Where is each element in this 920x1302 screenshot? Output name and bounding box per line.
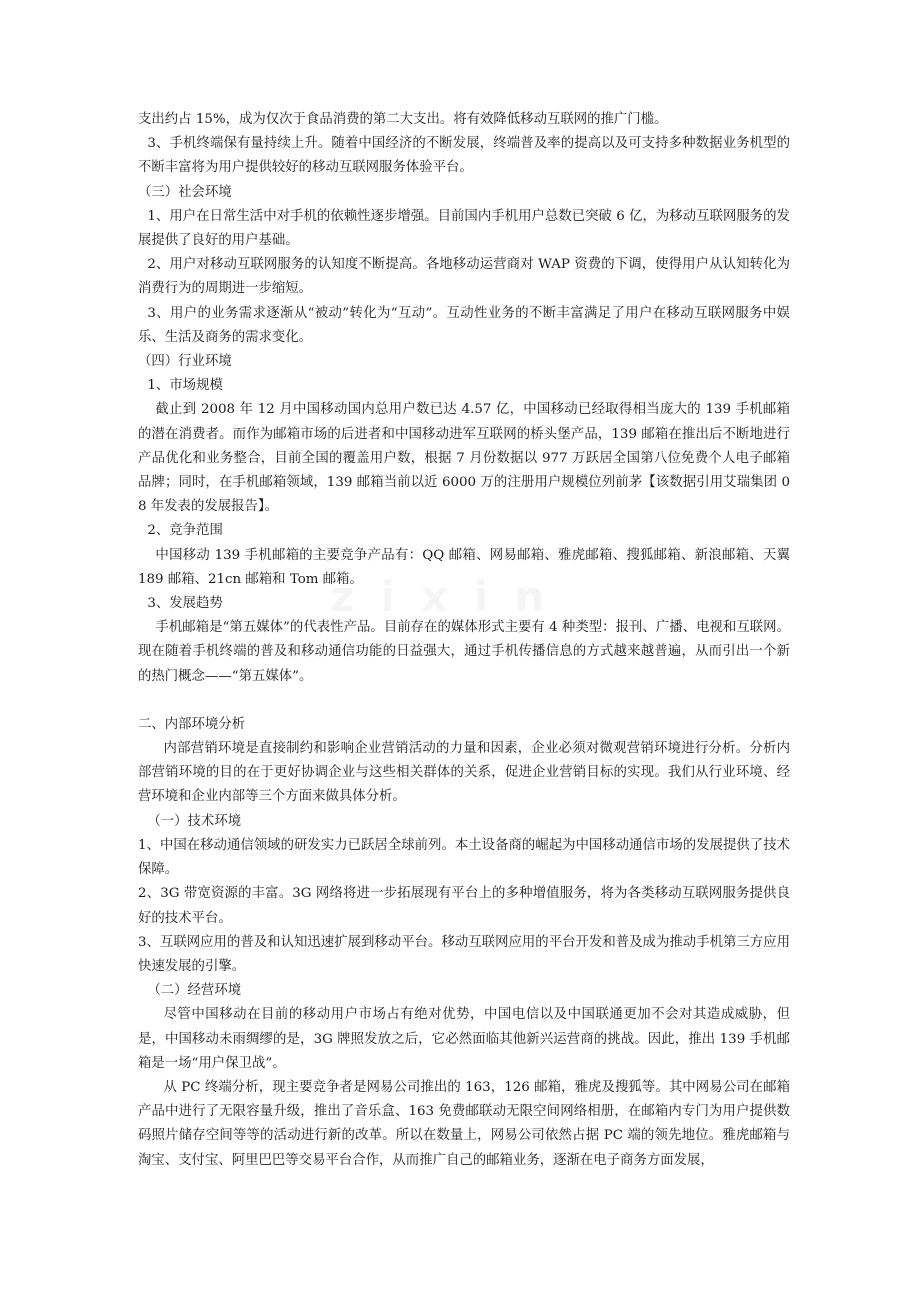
paragraph-social-2: 2、用户对移动互联网服务的认知度不断提高。各地移动运营商对 WAP 资费的下调，使得用户从认知转化为消费行为的周期进一步缩短。 <box>138 257 790 297</box>
document-page <box>138 108 790 1173</box>
paragraph-technology-3: 3、互联网应用的普及和认知迅速扩展到移动平台。移动互联网应用的平台开发和普及成为推动手机第三方应用快速发展的引擎。 <box>138 934 790 974</box>
paragraph-social-3: 3、用户的业务需求逐渐从“被动”转化为“互动”。互动性业务的不断丰富满足了用户在移动互联网服务中娱乐、生活及商务的需求变化。 <box>138 305 790 345</box>
blank-line <box>138 689 790 713</box>
heading-business-environment: （二）经营环境 <box>147 983 242 999</box>
heading-technology-environment: （一）技术环境 <box>147 813 242 829</box>
heading-market-scale: 1、市场规模 <box>147 378 223 394</box>
heading-industry-environment: （四）行业环境 <box>138 354 232 370</box>
heading-social-environment: （三）社会环境 <box>138 184 232 200</box>
paragraph-internal-analysis: 内部营销环境是直接制约和影响企业营销活动的力量和因素，企业必须对微观营销环境进行分析。分析内部营销环境的目的在于更好协调企业与这些相关群体的关系，促进企业营销目标的实现。我们从行业环境、经营环境和企业内部等三个方面来做具体分析。 <box>138 741 790 805</box>
paragraph-technology-1: 1、中国在移动通信领域的研发实力已跃居全球前列。本土设备商的崛起为中国移动通信市场的发展提供了技术保障。 <box>138 837 790 878</box>
paragraph-consumption: 支出约占 15%，成为仅次于食品消费的第二大支出。将有效降低移动互联网的推广门槛。 <box>138 112 668 127</box>
paragraph-social-1: 1、用户在日常生活中对手机的依赖性逐步增强。目前国内手机用户总数已突破 6 亿，为移动互联网服务的发展提供了良好的用户基础。 <box>138 208 790 249</box>
paragraph-business-2: 从 PC 终端分析，现主要竞争者是网易公司推出的 163，126 邮箱，雅虎及搜狐等。其中网易公司在邮箱产品中进行了无限容量升级，推出了音乐盒、163 免费邮联动无限空间网络相册，在邮箱内专门为用户提供数码照片储存空间等等的活动进行新的改革。所以在数量上，网易公司依然占据 PC 端的领先地位。雅虎邮箱与淘宝、支付宝、阿里巴巴等交易平台合作，从而推广自己的邮箱业务，逐渐在电子商务方面发展， <box>138 1079 790 1168</box>
heading-internal-analysis: 二、内部环境分析 <box>138 716 246 732</box>
paragraph-business-1: 尽管中国移动在目前的移动用户市场占有绝对优势，中国电信以及中国联通更加不会对其造成威胁，但是，中国移动未雨绸缪的是，3G 牌照发放之后，它必然面临其他新兴运营商的挑战。因此，推出 139 手机邮箱是一场“用户保卫战”。 <box>138 1007 790 1071</box>
paragraph-competition-scope: 中国移动 139 手机邮箱的主要竞争产品有：QQ 邮箱、网易邮箱、雅虎邮箱、搜狐邮箱、新浪邮箱、天翼 189 邮箱、21cn 邮箱和 Tom 邮箱。 <box>138 547 790 587</box>
heading-competition-scope: 2、竞争范围 <box>147 523 223 539</box>
paragraph-terminal-growth: 3、手机终端保有量持续上升。随着中国经济的不断发展，终端普及率的提高以及可支持多种数据业务机型的不断丰富将为用户提供较好的移动互联网服务体验平台。 <box>138 136 790 176</box>
paragraph-market-scale: 截止到 2008 年 12 月中国移动国内总用户数已达 4.57 亿，中国移动已经取得相当庞大的 139 手机邮箱的潜在消费者。而作为邮箱市场的后进者和中国移动进军互联网的桥头堡产品，139 邮箱在推出后不断地进行产品优化和业务整合，目前全国的覆盖用户数，根据 7 月份数据以 977 万跃居全国第八位免费个人电子邮箱品牌；同时，在手机邮箱领域，139 邮箱当前以近 6000 万的注册用户规模位列前茅【该数据引用艾瑞集团 08 年发表的发展报告】。 <box>138 402 790 515</box>
paragraph-technology-2: 2、3G 带宽资源的丰富。3G 网络将进一步拓展现有平台上的多种增值服务，将为各类移动互联网服务提供良好的技术平台。 <box>138 886 790 926</box>
heading-development-trend: 3、发展趋势 <box>147 596 223 612</box>
paragraph-development-trend: 手机邮箱是“第五媒体”的代表性产品。目前存在的媒体形式主要有 4 种类型：报刊、广播、电视和互联网。现在随着手机终端的普及和移动通信功能的日益强大，通过手机传播信息的方式越来越普遍，从而引出一个新的热门概念——“第五媒体”。 <box>138 620 790 684</box>
